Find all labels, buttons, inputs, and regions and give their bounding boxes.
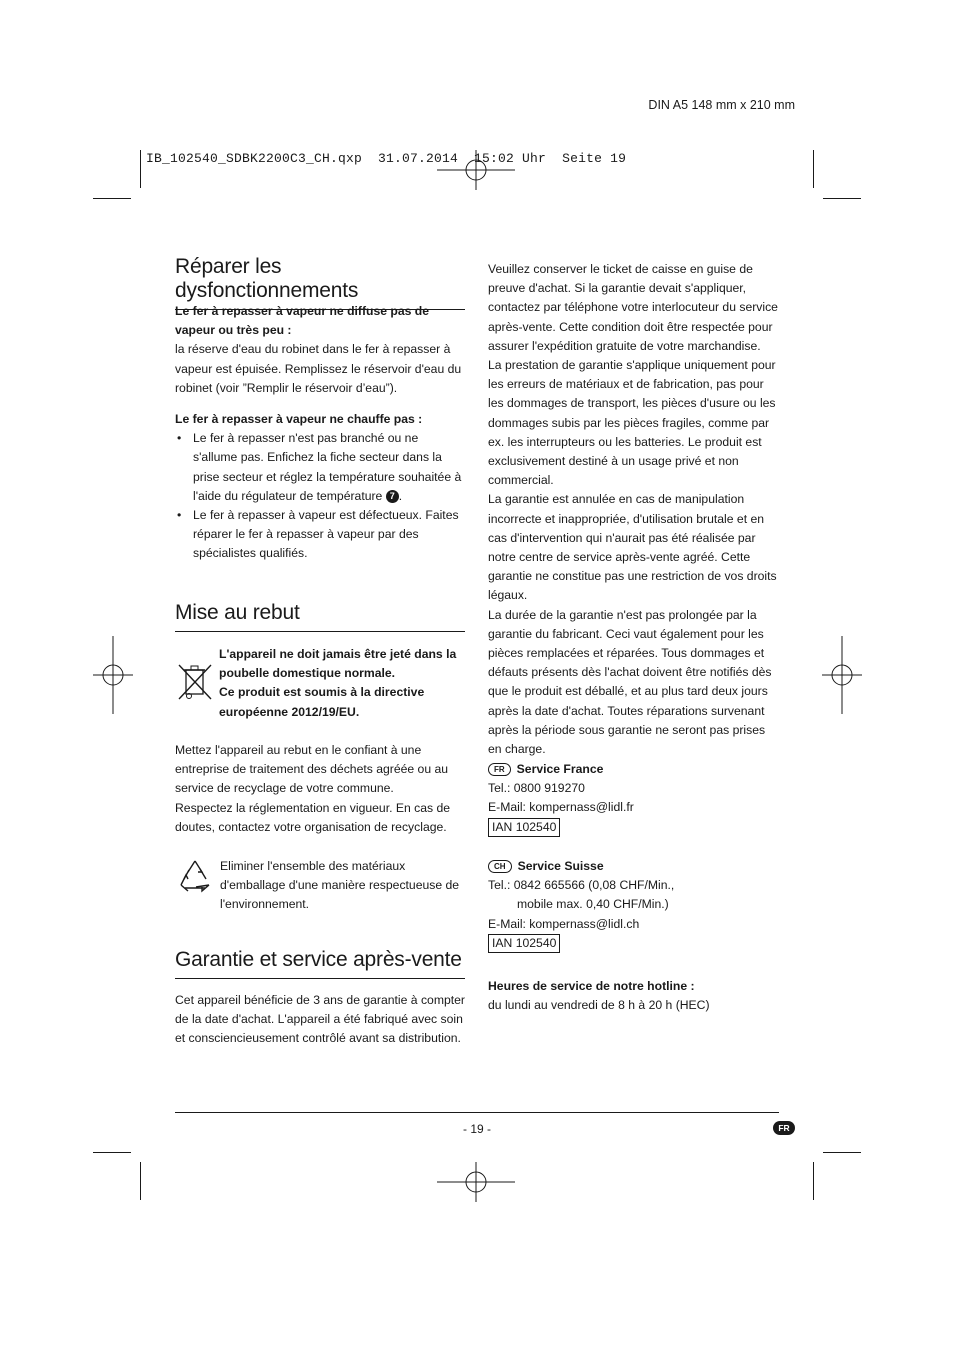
list-item: • Le fer à repasser n'est pas branché ou ne s'allume pas. Enfichez la fiche secteur dans la prise secteur et réglez la température souhaitée à l'aide du régulateur de température 7 . bbox=[175, 429, 465, 506]
language-badge: FR bbox=[773, 1121, 795, 1135]
service-france-tel: Tel.: 0800 919270 bbox=[488, 781, 585, 796]
footer-rule bbox=[175, 1112, 779, 1113]
warranty-details: Veuillez conserver le ticket de caisse en guise de preuve d'achat. Si la garantie devait s'appliquer, contactez par téléphone votre interlocuteur du service après-vente. Cette condition doit être respectée pour assurer l'expédition gratuite de votre marchandise. La prestation de garantie s'applique uniquement pour les erreurs de matériaux et de fabrication, pas pour les dommages de transport, les pièces d'usure ou les dommages subis par les pièces fragiles, comme par ex. les interrupteurs ou les batteries. Le produit est exclusivement destiné à un usage privé et non commercial. La garantie est annulée en cas de manipulation incorrecte et inappropriée, d'utilisation brutale et en cas d'intervention qui n'aurait pas été réalisée par notre centre de service après-vente agréé. Cette garantie ne constitue pas une restriction de vos droits légaux. La durée de la garantie n'est pas prolongée par la garantie du fabricant. Ceci vaut également pour les pièces remplacées et réparées. Tous dommages et défauts présents dès l'achat doivent être notifiés dès que le produit est déballé, et au plus tard deux jours après la date d'achat. Toutes réparations survenant après la période sous garantie ne seront pas prises en charge. bbox=[488, 262, 778, 757]
ian-box: IAN 102540 bbox=[488, 818, 560, 837]
service-france-title: Service France bbox=[516, 762, 604, 776]
registration-mark-bottom bbox=[437, 1162, 517, 1202]
repair-section-body bbox=[175, 302, 465, 564]
service-switzerland-tel: Tel.: 0842 665566 (0,08 CHF/Min., bbox=[488, 878, 675, 893]
crossed-out-wheelie-bin-icon bbox=[176, 661, 214, 701]
problem-heading-steam: Le fer à repasser à vapeur ne diffuse pas de vapeur ou très peu : bbox=[175, 304, 430, 338]
problem-text-steam: la réserve d'eau du robinet dans le fer à repasser à vapeur est épuisée. Remplissez le réservoir d'eau du robinet (voir ”Remplir le réservoir d’eau”). bbox=[175, 342, 462, 395]
section-title-warranty: Garantie et service après-vente bbox=[175, 948, 465, 979]
hotline-hours-text: du lundi au vendredi de 8 h à 20 h (HEC) bbox=[488, 998, 710, 1013]
hotline-hours-title: Heures de service de notre hotline : bbox=[488, 979, 695, 993]
hotline-hours bbox=[488, 977, 780, 1015]
problem-heat-list bbox=[175, 429, 465, 563]
flag-ch-badge: CH bbox=[488, 860, 512, 873]
recycle-text: Eliminer l'ensemble des matériaux d'emballage d'une manière respectueuse de l'environnement. bbox=[220, 859, 460, 912]
problem-heading-heat: Le fer à repasser à vapeur ne chauffe pas : bbox=[175, 412, 423, 427]
service-switzerland bbox=[488, 857, 780, 953]
section-title-repair: Réparer les dysfonctionnements bbox=[175, 255, 465, 310]
disposal-text: Mettez l'appareil au rebut en le confiant à une entreprise de traitement des déchets agréée ou au service de recyclage de votre commune. Respectez la réglementation en vigueur. En cas de doutes, contactez votre organisation de recyclage. bbox=[175, 743, 451, 834]
disposal-warning: L'appareil ne doit jamais être jeté dans la poubelle domestique normale. Ce produit est soumis à la directive européenne 2012/19/EU. bbox=[219, 647, 457, 719]
recycling-icon bbox=[176, 857, 214, 895]
page-number: - 19 - bbox=[462, 1122, 491, 1136]
service-switzerland-title: Service Suisse bbox=[517, 859, 604, 873]
ian-box: IAN 102540 bbox=[488, 934, 560, 953]
warranty-text: Cet appareil bénéficie de 3 ans de garantie à compter de la date d'achat. L'appareil a été fabriqué avec soin et consciencieusement contrôlé avant sa distribution. bbox=[175, 993, 465, 1046]
list-item: • Le fer à repasser à vapeur est défectueux. Faites réparer le fer à repasser à vapeur par des spécialistes qualifiés. bbox=[175, 506, 465, 564]
section-title-disposal: Mise au rebut bbox=[175, 601, 465, 632]
part-number-badge: 7 bbox=[386, 490, 399, 503]
registration-mark-right bbox=[822, 636, 862, 714]
service-france-email: E-Mail: kompernass@lidl.fr bbox=[488, 800, 634, 815]
file-info-line: IB_102540_SDBK2200C3_CH.qxp 31.07.2014 15:02 Uhr Seite 19 bbox=[146, 151, 627, 166]
flag-fr-badge: FR bbox=[488, 763, 511, 776]
paper-format-label: DIN A5 148 mm x 210 mm bbox=[648, 98, 795, 112]
service-switzerland-email: E-Mail: kompernass@lidl.ch bbox=[488, 916, 640, 931]
service-switzerland-tel-mobile: mobile max. 0,40 CHF/Min.) bbox=[517, 897, 669, 912]
registration-mark-left bbox=[93, 636, 133, 714]
service-france bbox=[488, 760, 780, 837]
